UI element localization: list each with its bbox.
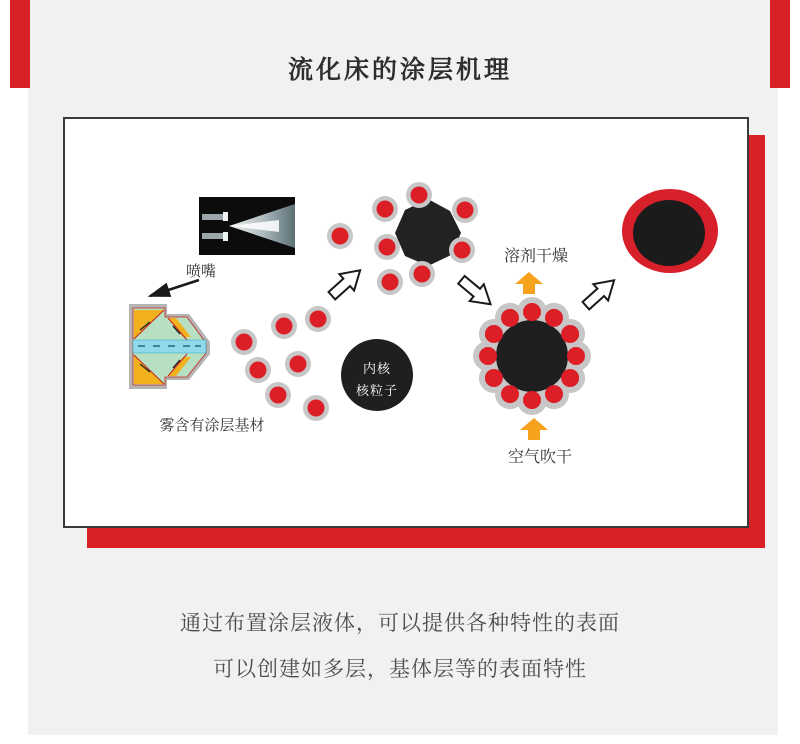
air-dry-arrow xyxy=(520,418,548,440)
solvent-dry-label: 溶剂干燥 xyxy=(503,248,569,265)
caption-line-1: 通过布置涂层液体，可以提供各种特性的表面 xyxy=(180,612,620,635)
air-dry-label: 空气吹干 xyxy=(507,449,573,466)
core-label-line2: 核粒子 xyxy=(355,383,399,398)
spray-photo xyxy=(199,197,295,255)
page-title: 流化床的涂层机理 xyxy=(287,56,512,84)
core-label-line1: 内核 xyxy=(362,361,392,376)
coating-process-diagram xyxy=(65,119,747,526)
caption-line-2: 可以创建如多层，基体层等的表面特性 xyxy=(213,658,587,681)
process-arrow-3 xyxy=(579,272,622,314)
diagram-panel xyxy=(63,117,749,528)
mist-label: 雾含有涂层基材 xyxy=(159,417,265,434)
coated-particle xyxy=(473,297,591,415)
finished-particle xyxy=(622,189,718,273)
process-arrow-1 xyxy=(325,262,368,304)
nozzle-pointer-arrow xyxy=(150,280,199,296)
process-arrow-2 xyxy=(454,271,497,312)
nozzle-illustration xyxy=(129,304,210,389)
nozzle-label: 喷嘴 xyxy=(185,263,217,280)
solvent-dry-arrow xyxy=(515,272,543,294)
